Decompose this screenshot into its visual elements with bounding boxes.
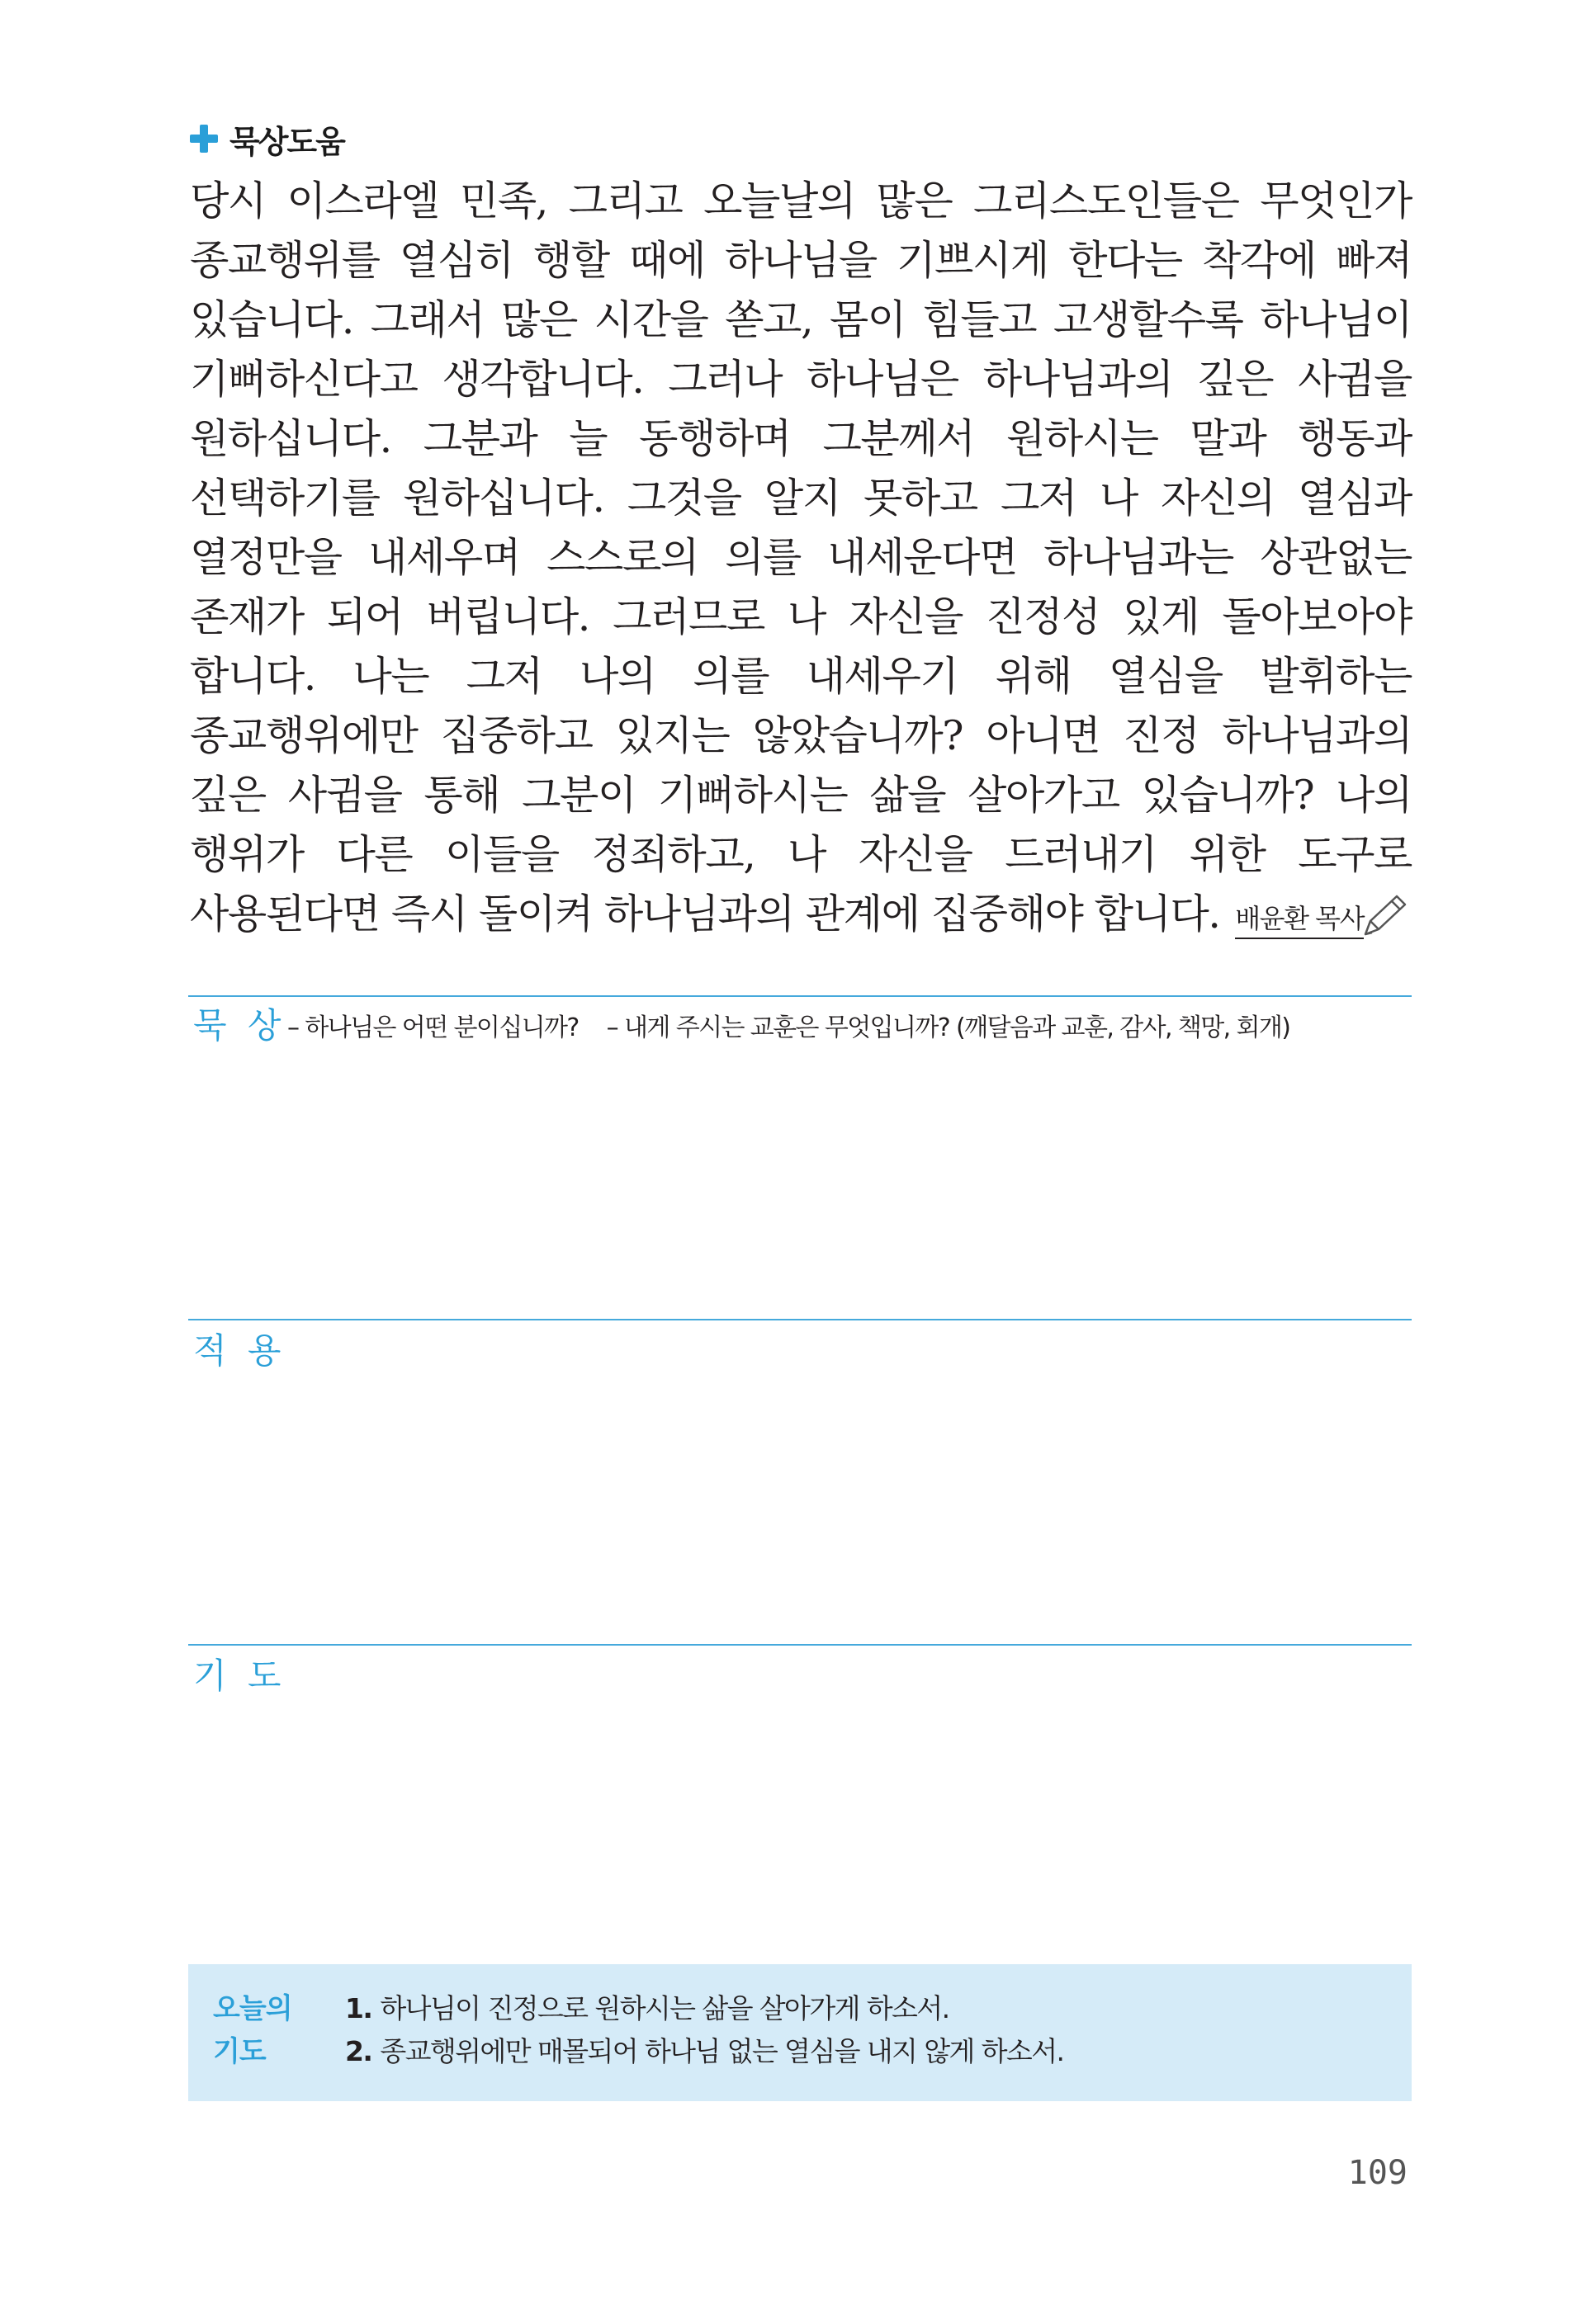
prayer-rule (188, 1644, 1412, 1646)
application-label: 적 용 (193, 1330, 286, 1371)
todays-prayer-label (213, 1987, 312, 2073)
prayer-item-number: 2. (345, 2035, 372, 2067)
prayer-item-text: 종교행위에만 매몰되어 하나님 없는 열심을 내지 않게 하소서. (380, 2035, 1064, 2067)
application-rule (188, 1319, 1412, 1320)
plus-icon (190, 125, 218, 153)
meditation-rule (188, 995, 1412, 997)
meditation-help-paragraph: 당시 이스라엘 민족, 그리고 오늘날의 많은 그리스도인들은 무엇인가 종교행위를 열심히 행할 때에 하나님을 기쁘시게 한다는 착각에 빠져 있습니다. 그래서 많은 시간을 쏟고, 몸이 힘들고 고생할수록 하나님이 기뻐하신다고 생각합니다. 그러나 하나님은 하나님과의 깊은 사귐을 원하십니다. 그분과 늘 동행하며 그분께서 원하시는 말과 행동과 선택하기를 원하십니다. 그것을 알지 못하고 그저 나 자신의 열심과 열정만을 내세우며 스스로의 의를 내세운다면 하나님과는 상관없는 존재가 되어 버립니다. 그러므로 나 자신을 진정성 있게 돌아보아야 합니다. 나는 그저 나의 의를 내세우기 위해 열심을 발휘하는 종교행위에만 집중하고 있지는 않았습니까? 아니면 진정 하나님과의 깊은 사귐을 통해 그분이 기뻐하시는 삶을 살아가고 있습니까? 나의 행위가 다른 이들을 정죄하고, 나 자신을 드러내기 위한 도구로 사용된다면 즉시 돌이켜 하나님과의 관계에 집중해야 합니다. (190, 177, 1412, 938)
prayer-item-text: 하나님이 진정으로 원하시는 삶을 살아가게 하소서. (380, 1992, 949, 2024)
help-heading (190, 114, 344, 163)
meditation-label: 묵 상 (193, 1005, 286, 1046)
prayer-item (345, 1987, 1063, 2030)
prayer-item (345, 2030, 1063, 2073)
todays-prayer-list (345, 1987, 1063, 2073)
prayer-label: 기 도 (193, 1656, 286, 1696)
help-title: 묵상도움 (229, 123, 344, 160)
meditation-question-2: – 내게 주시는 교훈은 무엇입니까? (깨달음과 교훈, 감사, 책망, 회개) (606, 1013, 1290, 1042)
todays-prayer-label-line1: 오늘의 (213, 1992, 292, 2025)
page-number: 109 (1347, 2154, 1408, 2192)
prayer-item-number: 1. (345, 1992, 372, 2024)
author-signature (1235, 891, 1410, 939)
author-name: 배윤환 목사 (1235, 898, 1364, 939)
meditation-questions (287, 1007, 1311, 1043)
meditation-question-1: – 하나님은 어떤 분이십니까? (287, 1013, 579, 1042)
todays-prayer-label-line2: 기도 (213, 2035, 266, 2068)
todays-prayer-box (188, 1964, 1412, 2101)
pencil-icon (1359, 891, 1410, 939)
